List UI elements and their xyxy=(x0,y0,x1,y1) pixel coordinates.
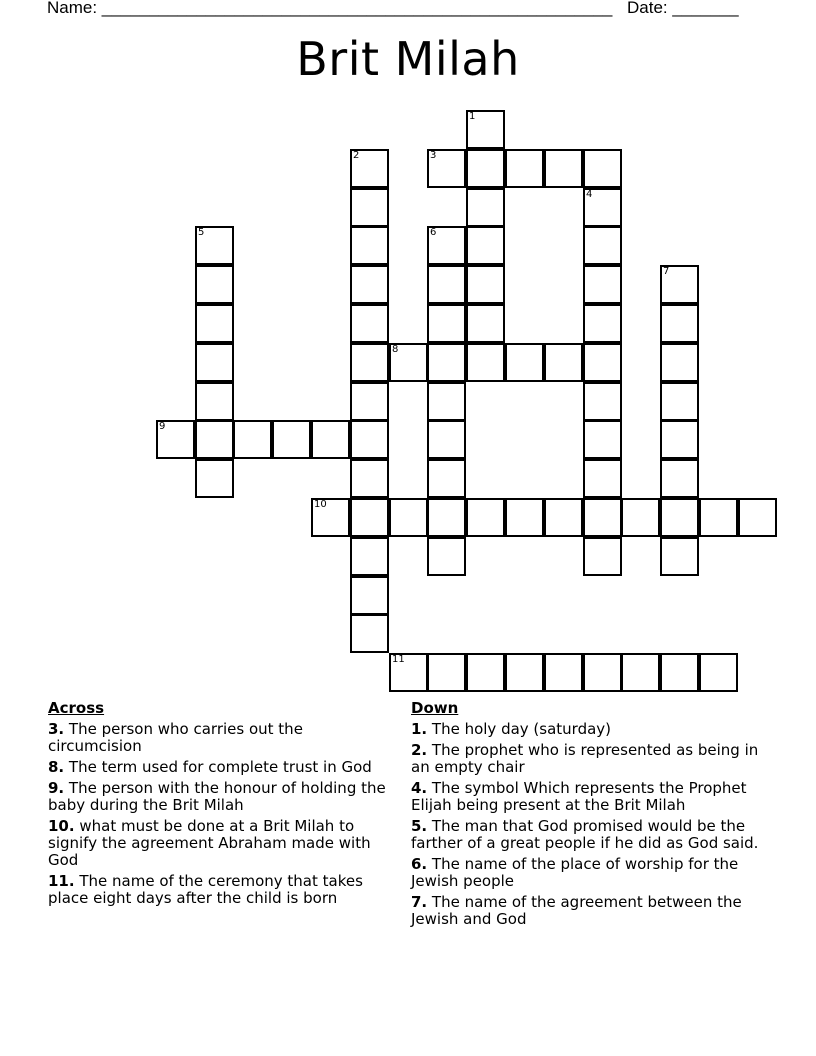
crossword-cell[interactable] xyxy=(195,343,234,382)
crossword-cell[interactable] xyxy=(544,653,583,692)
crossword-cell[interactable] xyxy=(311,420,350,459)
cell-number: 4 xyxy=(586,189,593,200)
across-clue xyxy=(48,780,393,814)
cell-number: 8 xyxy=(392,344,399,355)
down-clue xyxy=(411,856,776,890)
clue-text: what must be done at a Brit Milah to signify the agreement Abraham made with God xyxy=(48,817,371,869)
crossword-cell[interactable] xyxy=(660,459,699,498)
crossword-cell[interactable] xyxy=(505,498,544,537)
crossword-cell[interactable] xyxy=(505,343,544,382)
crossword-cell[interactable] xyxy=(699,653,738,692)
crossword-cell[interactable] xyxy=(195,265,234,304)
crossword-cell[interactable] xyxy=(660,265,699,304)
crossword-cell[interactable] xyxy=(272,420,311,459)
clue-text: The name of the ceremony that takes place eight days after the child is born xyxy=(48,872,363,907)
clue-number: 9. xyxy=(48,779,65,797)
crossword-cell[interactable] xyxy=(427,226,466,265)
crossword-cell[interactable] xyxy=(583,188,622,227)
down-clues xyxy=(411,700,776,932)
crossword-cell[interactable] xyxy=(699,498,738,537)
cell-number: 5 xyxy=(198,227,205,238)
crossword-cell[interactable] xyxy=(427,653,466,692)
crossword-cell[interactable] xyxy=(466,343,505,382)
down-heading: Down xyxy=(411,699,459,717)
crossword-cell[interactable] xyxy=(466,110,505,149)
crossword-cell[interactable] xyxy=(544,498,583,537)
crossword-cell[interactable] xyxy=(583,343,622,382)
clue-text: The person with the honour of holding the baby during the Brit Milah xyxy=(48,779,386,814)
cell-number: 6 xyxy=(430,227,437,238)
clue-number: 1. xyxy=(411,720,428,738)
crossword-cell[interactable] xyxy=(389,498,428,537)
clue-number: 4. xyxy=(411,779,428,797)
crossword-cell[interactable] xyxy=(195,459,234,498)
crossword-cell[interactable] xyxy=(350,420,389,459)
across-clue xyxy=(48,721,393,755)
clue-number: 2. xyxy=(411,741,428,759)
crossword-cell[interactable] xyxy=(350,343,389,382)
crossword-cell[interactable] xyxy=(350,576,389,615)
crossword-cell[interactable] xyxy=(427,149,466,188)
clue-text: The term used for complete trust in God xyxy=(64,758,372,776)
crossword-cell[interactable] xyxy=(660,304,699,343)
crossword-cell[interactable] xyxy=(427,537,466,576)
crossword-cell[interactable] xyxy=(583,382,622,421)
crossword-cell[interactable] xyxy=(233,420,272,459)
down-clue xyxy=(411,894,776,928)
crossword-cell[interactable] xyxy=(350,226,389,265)
crossword-cell[interactable] xyxy=(427,343,466,382)
crossword-cell[interactable] xyxy=(738,498,777,537)
crossword-cell[interactable] xyxy=(350,188,389,227)
crossword-cell[interactable] xyxy=(156,420,195,459)
crossword-cell[interactable] xyxy=(427,265,466,304)
crossword-cell[interactable] xyxy=(427,498,466,537)
crossword-cell[interactable] xyxy=(466,653,505,692)
crossword-cell[interactable] xyxy=(195,226,234,265)
cell-number: 10 xyxy=(314,499,327,510)
down-clue xyxy=(411,780,776,814)
crossword-cell[interactable] xyxy=(660,498,699,537)
crossword-cell[interactable] xyxy=(427,382,466,421)
crossword-cell[interactable] xyxy=(544,149,583,188)
across-heading: Across xyxy=(48,699,105,717)
crossword-cell[interactable] xyxy=(389,343,428,382)
crossword-cell[interactable] xyxy=(505,653,544,692)
crossword-cell[interactable] xyxy=(350,459,389,498)
cell-number: 3 xyxy=(430,150,437,161)
crossword-cell[interactable] xyxy=(350,498,389,537)
crossword-cell[interactable] xyxy=(660,653,699,692)
crossword-cell[interactable] xyxy=(583,226,622,265)
crossword-cell[interactable] xyxy=(350,265,389,304)
crossword-cell[interactable] xyxy=(583,498,622,537)
crossword-cell[interactable] xyxy=(660,343,699,382)
clue-text: The prophet who is represented as being in an empty chair xyxy=(411,741,759,776)
crossword-cell[interactable] xyxy=(583,420,622,459)
cell-number: 11 xyxy=(392,654,405,665)
down-clue xyxy=(411,721,776,738)
across-clue xyxy=(48,759,393,776)
clue-text: The person who carries out the circumcision xyxy=(48,720,303,755)
clue-text: The symbol Which represents the Prophet Elijah being present at the Brit Milah xyxy=(411,779,747,814)
clue-text: The name of the agreement between the Jewish and God xyxy=(411,893,742,928)
across-clue xyxy=(48,873,393,907)
across-clues xyxy=(48,700,393,911)
crossword-cell[interactable] xyxy=(583,265,622,304)
crossword-cell[interactable] xyxy=(621,498,660,537)
clue-number: 6. xyxy=(411,855,428,873)
crossword-cell[interactable] xyxy=(466,498,505,537)
crossword-cell[interactable] xyxy=(195,420,234,459)
clue-number: 10. xyxy=(48,817,75,835)
clue-number: 5. xyxy=(411,817,428,835)
across-clue xyxy=(48,818,393,869)
crossword-cell[interactable] xyxy=(583,459,622,498)
crossword-cell[interactable] xyxy=(350,382,389,421)
name-field-line[interactable]: Name: ______________________________________________________ xyxy=(47,0,613,17)
cell-number: 1 xyxy=(469,111,476,122)
clue-text: The man that God promised would be the farther of a great people if he did as God said. xyxy=(411,817,759,852)
crossword-cell[interactable] xyxy=(311,498,350,537)
clue-text: The holy day (saturday) xyxy=(427,720,612,738)
crossword-cell[interactable] xyxy=(350,304,389,343)
crossword-cell[interactable] xyxy=(583,537,622,576)
crossword-cell[interactable] xyxy=(660,420,699,459)
crossword-cell[interactable] xyxy=(544,343,583,382)
crossword-cell[interactable] xyxy=(466,226,505,265)
crossword-cell[interactable] xyxy=(466,188,505,227)
crossword-cell[interactable] xyxy=(466,304,505,343)
clue-number: 7. xyxy=(411,893,428,911)
clue-text: The name of the place of worship for the Jewish people xyxy=(411,855,739,890)
crossword-cell[interactable] xyxy=(583,653,622,692)
crossword-cell[interactable] xyxy=(350,537,389,576)
cell-number: 9 xyxy=(159,421,166,432)
clue-number: 8. xyxy=(48,758,65,776)
crossword-cell[interactable] xyxy=(583,304,622,343)
crossword-cell[interactable] xyxy=(427,304,466,343)
crossword-cell[interactable] xyxy=(466,149,505,188)
crossword-cell[interactable] xyxy=(427,459,466,498)
crossword-cell[interactable] xyxy=(660,382,699,421)
crossword-cell[interactable] xyxy=(660,537,699,576)
cell-number: 2 xyxy=(353,150,360,161)
crossword-cell[interactable] xyxy=(389,653,428,692)
cell-number: 7 xyxy=(663,266,670,277)
page-title: Brit Milah xyxy=(296,32,520,86)
crossword-cell[interactable] xyxy=(195,304,234,343)
crossword-cell[interactable] xyxy=(350,149,389,188)
down-clue xyxy=(411,742,776,776)
clue-number: 11. xyxy=(48,872,75,890)
crossword-cell[interactable] xyxy=(350,614,389,653)
crossword-cell[interactable] xyxy=(427,420,466,459)
crossword-cell[interactable] xyxy=(621,653,660,692)
clue-number: 3. xyxy=(48,720,65,738)
crossword-cell[interactable] xyxy=(195,382,234,421)
crossword-cell[interactable] xyxy=(583,149,622,188)
crossword-cell[interactable] xyxy=(505,149,544,188)
crossword-cell[interactable] xyxy=(466,265,505,304)
date-field-line[interactable]: Date: _______ xyxy=(627,0,739,17)
down-clue xyxy=(411,818,776,852)
